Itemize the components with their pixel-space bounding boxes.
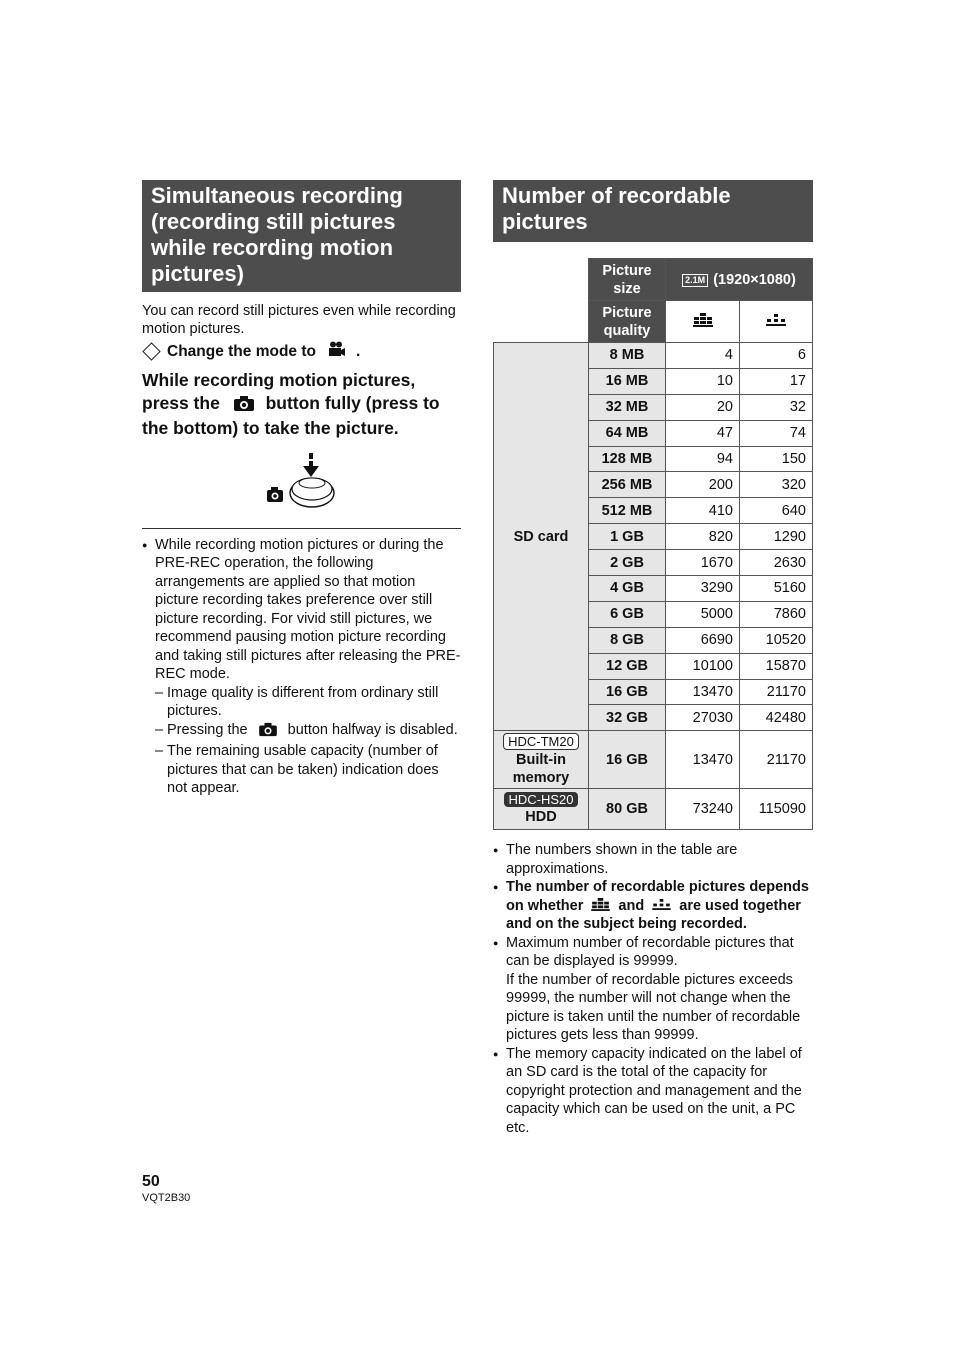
page-number: 50 <box>142 1173 160 1190</box>
recording-instruction <box>142 369 461 440</box>
title-line: Simultaneous recording <box>151 183 403 208</box>
capacity-cell: 4 GB <box>589 576 666 602</box>
builtin-memory-cell <box>494 731 589 789</box>
sub-note <box>142 742 461 798</box>
table-header-row <box>494 259 813 301</box>
title-line: pictures) <box>151 261 244 286</box>
down-arrow-icon <box>303 453 319 477</box>
sub-note-text: The remaining usable capacity (number of pictures that can be taken) indication does not appear. <box>167 743 439 796</box>
table-row <box>494 343 813 369</box>
dash: – <box>155 743 164 759</box>
standard-count-cell: 10520 <box>740 627 813 653</box>
quality-standard-icon <box>652 899 671 910</box>
movie-camera-icon <box>328 341 346 362</box>
capacity-cell: 8 GB <box>589 627 666 653</box>
fine-count-cell: 4 <box>666 343 740 369</box>
sub-note-text: Image quality is different from ordinary still pictures. <box>167 684 439 719</box>
standard-count-cell: 15870 <box>740 653 813 679</box>
document-code: VQT2B30 <box>142 1192 191 1204</box>
camera-icon <box>258 722 278 743</box>
dash: – <box>155 721 164 738</box>
picture-quality-header: Picture quality <box>589 301 666 343</box>
instruction-line: While recording motion pictures, <box>142 370 416 390</box>
shutter-button-illustration <box>265 453 461 513</box>
capacity-cell: 16 MB <box>589 368 666 394</box>
standard-count-cell: 17 <box>740 368 813 394</box>
instruction-text: press the <box>142 392 220 413</box>
right-column <box>493 180 813 1137</box>
mode-instruction <box>142 341 461 362</box>
picture-size-text: (1920×1080) <box>713 271 796 288</box>
picture-size-header: Picture size <box>589 259 666 301</box>
standard-count-cell: 115090 <box>740 789 813 830</box>
note-text: ● Maximum number of recordable pictures that can be displayed is 99999. <box>506 934 794 970</box>
table-notes <box>493 841 813 1137</box>
fine-count-cell: 10 <box>666 368 740 394</box>
title-line: Number of recordable <box>502 183 731 208</box>
hdd-cell <box>494 789 589 830</box>
capacity-cell: 2 GB <box>589 550 666 576</box>
note-text: If the number of recordable pictures exceeds 99999, the number will not change when the picture is taken until the number of recordable pictures gets less than 99999. <box>506 971 801 1044</box>
sub-note-text: Pressing the <box>167 721 248 738</box>
hdd-label: HDD <box>525 809 557 826</box>
capacity-cell: 1 GB <box>589 524 666 550</box>
standard-count-cell: 21170 <box>740 731 813 789</box>
fine-count-cell: 73240 <box>666 789 740 830</box>
capacity-cell: 128 MB <box>589 446 666 472</box>
quality-fine-icon <box>693 313 713 327</box>
note-bullet: ● The memory capacity indicated on the label of an SD card is the total of the capacity for copyright protection and management and the capacity which can be used on the unit, a PC etc. <box>493 1045 813 1138</box>
note-text: The number of recordable pictures depends on whether <box>506 879 809 914</box>
capacity-cell: 6 GB <box>589 601 666 627</box>
fine-count-cell: 410 <box>666 498 740 524</box>
picture-size-value <box>666 259 813 301</box>
camera-icon <box>233 395 255 418</box>
builtin-label: memory <box>512 769 570 786</box>
divider <box>142 528 461 529</box>
section-title-recordable <box>493 180 813 242</box>
capacity-cell: 256 MB <box>589 472 666 498</box>
title-line: pictures <box>502 209 588 234</box>
capacity-cell: 8 MB <box>589 343 666 369</box>
diamond-icon <box>142 342 160 360</box>
fine-count-cell: 10100 <box>666 653 740 679</box>
mode-tail: . <box>355 342 361 360</box>
model-tag-hs20: HDC-HS20 <box>504 792 577 807</box>
standard-count-cell: 5160 <box>740 576 813 602</box>
quality-standard-cell <box>740 301 813 343</box>
page-footer <box>142 1173 190 1204</box>
fine-count-cell: 13470 <box>666 731 740 789</box>
capacity-cell: 80 GB <box>589 789 666 830</box>
capacity-cell: 16 GB <box>589 679 666 705</box>
standard-count-cell: 21170 <box>740 679 813 705</box>
note-text: and <box>618 897 645 914</box>
note-bullet <box>493 878 813 934</box>
builtin-label: Built-in <box>516 751 566 768</box>
intro-text: You can record still pictures even while recording motion pictures. <box>142 303 456 337</box>
standard-count-cell: 150 <box>740 446 813 472</box>
left-column <box>142 180 461 798</box>
note-bullet <box>493 934 813 1045</box>
standard-count-cell: 2630 <box>740 550 813 576</box>
table-row-hdd <box>494 789 813 830</box>
capacity-cell: 16 GB <box>589 731 666 789</box>
mode-text: Change the mode to <box>167 342 316 360</box>
fine-count-cell: 5000 <box>666 601 740 627</box>
sub-note <box>142 721 461 743</box>
capacity-cell: 32 MB <box>589 394 666 420</box>
blank-cell <box>494 301 589 343</box>
instruction-text: button fully (press to <box>265 392 440 413</box>
fine-count-cell: 13470 <box>666 679 740 705</box>
quality-standard-icon <box>766 314 786 326</box>
blank-cell <box>494 259 589 301</box>
section-title-simultaneous <box>142 180 461 292</box>
standard-count-cell: 320 <box>740 472 813 498</box>
fine-count-cell: 20 <box>666 394 740 420</box>
note-bullet: ● While recording motion pictures or during the PRE-REC operation, the following arrangements are applied so that motion picture recording takes preference over still picture recording. For vivid still pictures, we recommend pausing motion picture recording and taking still pictures after releasing the PRE-REC mode. <box>142 536 461 684</box>
model-tag-tm20: HDC-TM20 <box>503 733 579 750</box>
table-header-row <box>494 301 813 343</box>
fine-count-cell: 820 <box>666 524 740 550</box>
fine-count-cell: 3290 <box>666 576 740 602</box>
instruction-line <box>142 392 461 418</box>
sd-card-cell: SD card <box>494 343 589 731</box>
standard-count-cell: 32 <box>740 394 813 420</box>
fine-count-cell: 1670 <box>666 550 740 576</box>
table-row-builtin <box>494 731 813 789</box>
recordable-pictures-table <box>493 258 813 830</box>
capacity-cell: 12 GB <box>589 653 666 679</box>
capacity-cell: 64 MB <box>589 420 666 446</box>
left-notes <box>142 536 461 798</box>
title-line: (recording still pictures <box>151 209 396 234</box>
title-line: while recording motion <box>151 235 394 260</box>
note-bullet: ● The numbers shown in the table are approximations. <box>493 841 813 878</box>
fine-count-cell: 27030 <box>666 705 740 731</box>
camera-icon <box>267 487 283 502</box>
fine-count-cell: 200 <box>666 472 740 498</box>
standard-count-cell: 640 <box>740 498 813 524</box>
fine-count-cell: 6690 <box>666 627 740 653</box>
instruction-line: the bottom) to take the picture. <box>142 418 399 438</box>
capacity-cell: 32 GB <box>589 705 666 731</box>
standard-count-cell: 1290 <box>740 524 813 550</box>
standard-count-cell: 7860 <box>740 601 813 627</box>
standard-count-cell: 6 <box>740 343 813 369</box>
standard-count-cell: 42480 <box>740 705 813 731</box>
note-text: are used together and on the subject being recorded. <box>506 897 801 933</box>
quality-fine-icon <box>591 898 610 911</box>
standard-count-cell: 74 <box>740 420 813 446</box>
quality-fine-cell <box>666 301 740 343</box>
fine-count-cell: 47 <box>666 420 740 446</box>
picture-size-icon: 2.1M <box>682 274 708 287</box>
sub-note <box>142 684 461 721</box>
fine-count-cell: 94 <box>666 446 740 472</box>
sub-note-text: button halfway is disabled. <box>287 721 458 738</box>
capacity-cell: 512 MB <box>589 498 666 524</box>
dash: – <box>155 684 164 701</box>
